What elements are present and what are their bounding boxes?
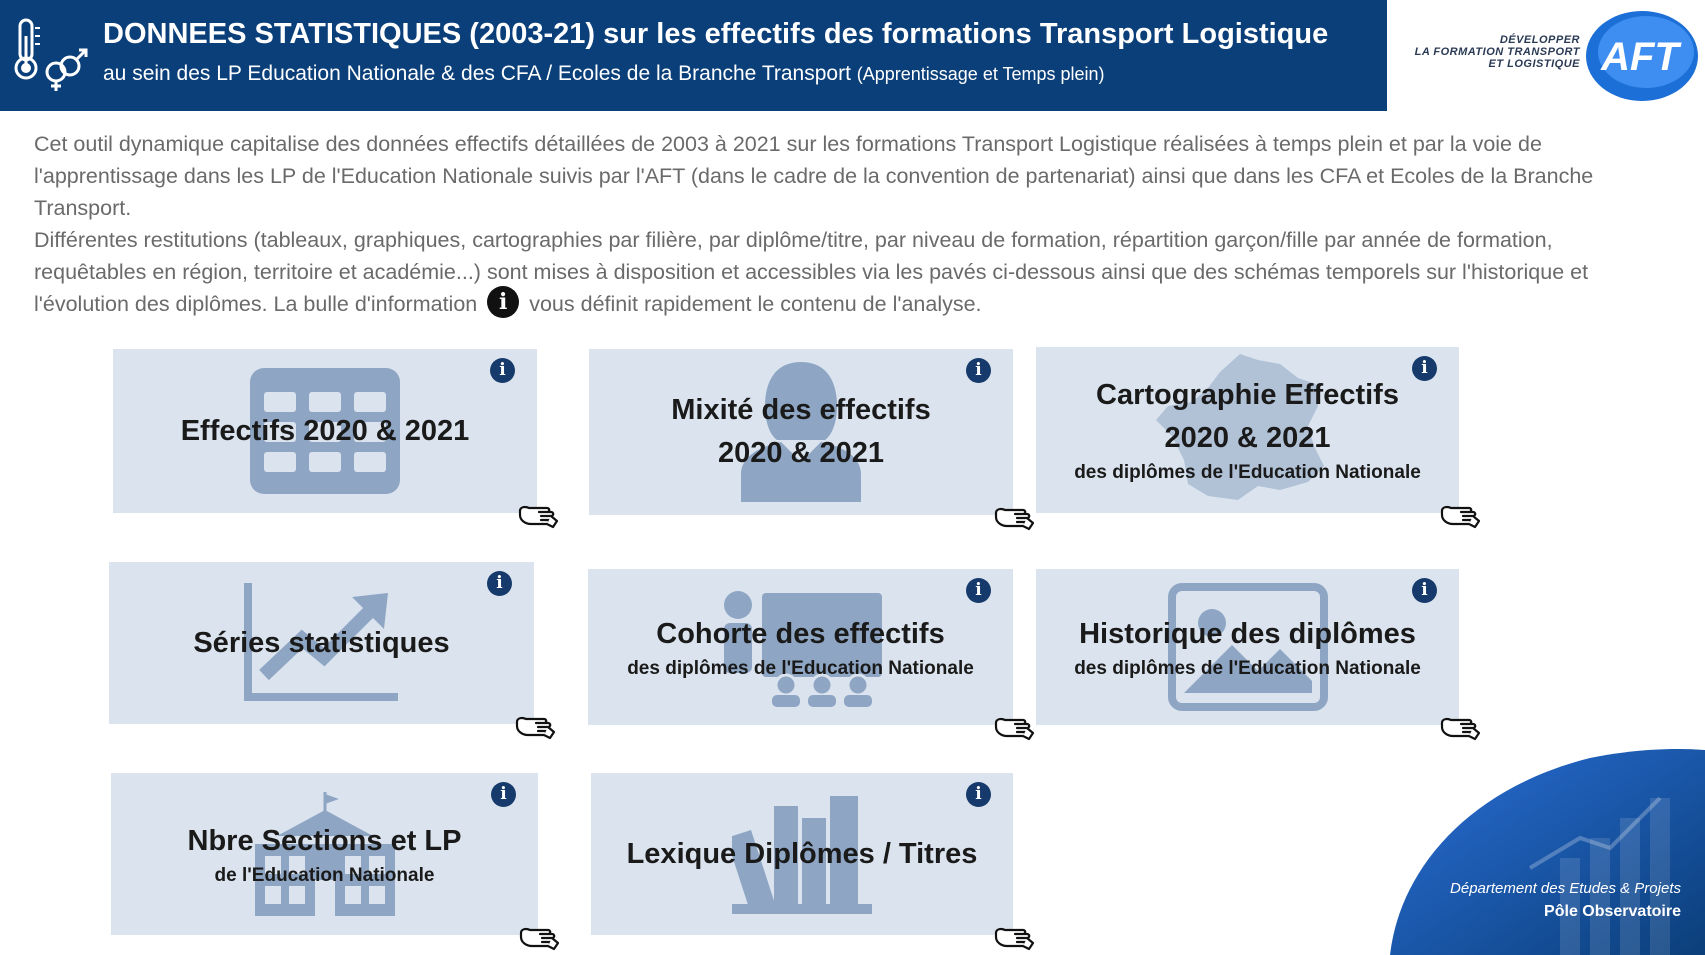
info-icon[interactable]: i <box>490 358 515 383</box>
department-label: Département des Etudes & Projets <box>1450 880 1681 897</box>
tile-mixite[interactable] <box>589 349 1013 515</box>
hand-pointer-icon <box>993 709 1035 743</box>
subtitle-small: (Apprentissage et Temps plein) <box>856 64 1105 84</box>
tile-title-line-2: 2020 & 2021 <box>717 437 885 469</box>
logo-tagline-3: ET LOGISTIQUE <box>1488 58 1580 70</box>
pole-label: Pôle Observatoire <box>1544 903 1681 920</box>
aft-logo[interactable] <box>1400 6 1700 106</box>
info-icon[interactable]: i <box>1412 356 1437 381</box>
tile-title-line-2: 2020 & 2021 <box>1164 422 1331 454</box>
hand-pointer-icon <box>1439 709 1481 743</box>
info-icon[interactable]: i <box>487 571 512 596</box>
thermometer-gender-icon <box>12 16 90 92</box>
intro-p2-after: vous définit rapidement le contenu de l'analyse. <box>529 292 982 316</box>
intro-paragraph-2 <box>34 224 1594 321</box>
tile-subtitle: des diplômes de l'Education Nationale <box>1074 657 1421 679</box>
info-icon[interactable]: i <box>491 782 516 807</box>
tile-cohorte[interactable] <box>588 569 1013 725</box>
intro-p2-before: Différentes restitutions (tableaux, graphiques, cartographies par filière, par diplôme/titre, par niveau de formation, répartition garçon/fille par année de formation, requêtables en région, territoire et académie...) sont mises à disposition et accessibles via les pavés ci-dessous ainsi que des schémas temporels sur l'historique et l'évolution des diplômes. La bulle d'information <box>34 228 1589 316</box>
tile-effectifs[interactable] <box>113 349 537 513</box>
tile-historique[interactable] <box>1036 569 1459 725</box>
tile-lexique[interactable] <box>591 773 1013 935</box>
hand-pointer-icon <box>993 499 1035 533</box>
header-banner <box>0 0 1387 111</box>
tile-series-statistiques[interactable] <box>109 562 534 724</box>
page-title: DONNEES STATISTIQUES (2003-21) sur les effectifs des formations Transport Logistique <box>103 18 1329 50</box>
tile-title: Cohorte des effectifs <box>656 617 945 650</box>
page-subtitle <box>103 62 1105 86</box>
tile-title: Effectifs 2020 & 2021 <box>180 414 470 447</box>
hand-pointer-icon <box>514 708 556 742</box>
tile-title: Nbre Sections et LP <box>187 824 462 857</box>
department-badge <box>1390 748 1705 955</box>
tile-cartographie[interactable] <box>1036 347 1459 513</box>
hand-pointer-icon <box>1439 497 1481 531</box>
hand-pointer-icon <box>993 919 1035 953</box>
hand-pointer-icon <box>518 919 560 953</box>
tile-title: Historique des diplômes <box>1079 617 1416 650</box>
tile-title-line-1: Mixité des effectifs <box>671 394 931 426</box>
tile-subtitle: des diplômes de l'Education Nationale <box>1074 462 1421 483</box>
info-icon[interactable]: i <box>966 578 991 603</box>
aft-logo-mark <box>1580 6 1700 106</box>
globe-decoration-icon <box>1390 748 1705 955</box>
tile-title-line-1: Cartographie Effectifs <box>1096 379 1399 411</box>
info-icon[interactable]: i <box>1412 578 1437 603</box>
logo-tagline <box>1415 34 1580 70</box>
tile-title: Lexique Diplômes / Titres <box>626 837 978 870</box>
tile-subtitle: des diplômes de l'Education Nationale <box>627 657 974 679</box>
hand-pointer-icon <box>517 497 559 531</box>
tile-title: Séries statistiques <box>193 626 450 659</box>
info-icon[interactable]: i <box>966 782 991 807</box>
intro-paragraph-1: Cet outil dynamique capitalise des données effectifs détaillées de 2003 à 2021 sur les formations Transport Logistique réalisées à temps plein et par la voie de l'apprentissage dans les LP de l'Education Nationale suivis par l'AFT (dans le cadre de la convention de partenariat) ainsi que dans les CFA et Ecoles de la Branche Transport. <box>34 132 1594 220</box>
info-icon: i <box>487 286 519 318</box>
logo-tagline-1: DÉVELOPPER <box>1499 34 1580 46</box>
info-icon[interactable]: i <box>966 358 991 383</box>
logo-tagline-2: LA FORMATION TRANSPORT <box>1414 46 1580 58</box>
intro-text <box>34 128 1594 321</box>
logo-brand-text: AFT <box>1601 35 1679 79</box>
tile-nbre-sections[interactable] <box>111 773 538 935</box>
subtitle-main: au sein des LP Education Nationale & des CFA / Ecoles de la Branche Transport <box>103 62 851 85</box>
tile-subtitle: de l'Education Nationale <box>214 864 435 886</box>
